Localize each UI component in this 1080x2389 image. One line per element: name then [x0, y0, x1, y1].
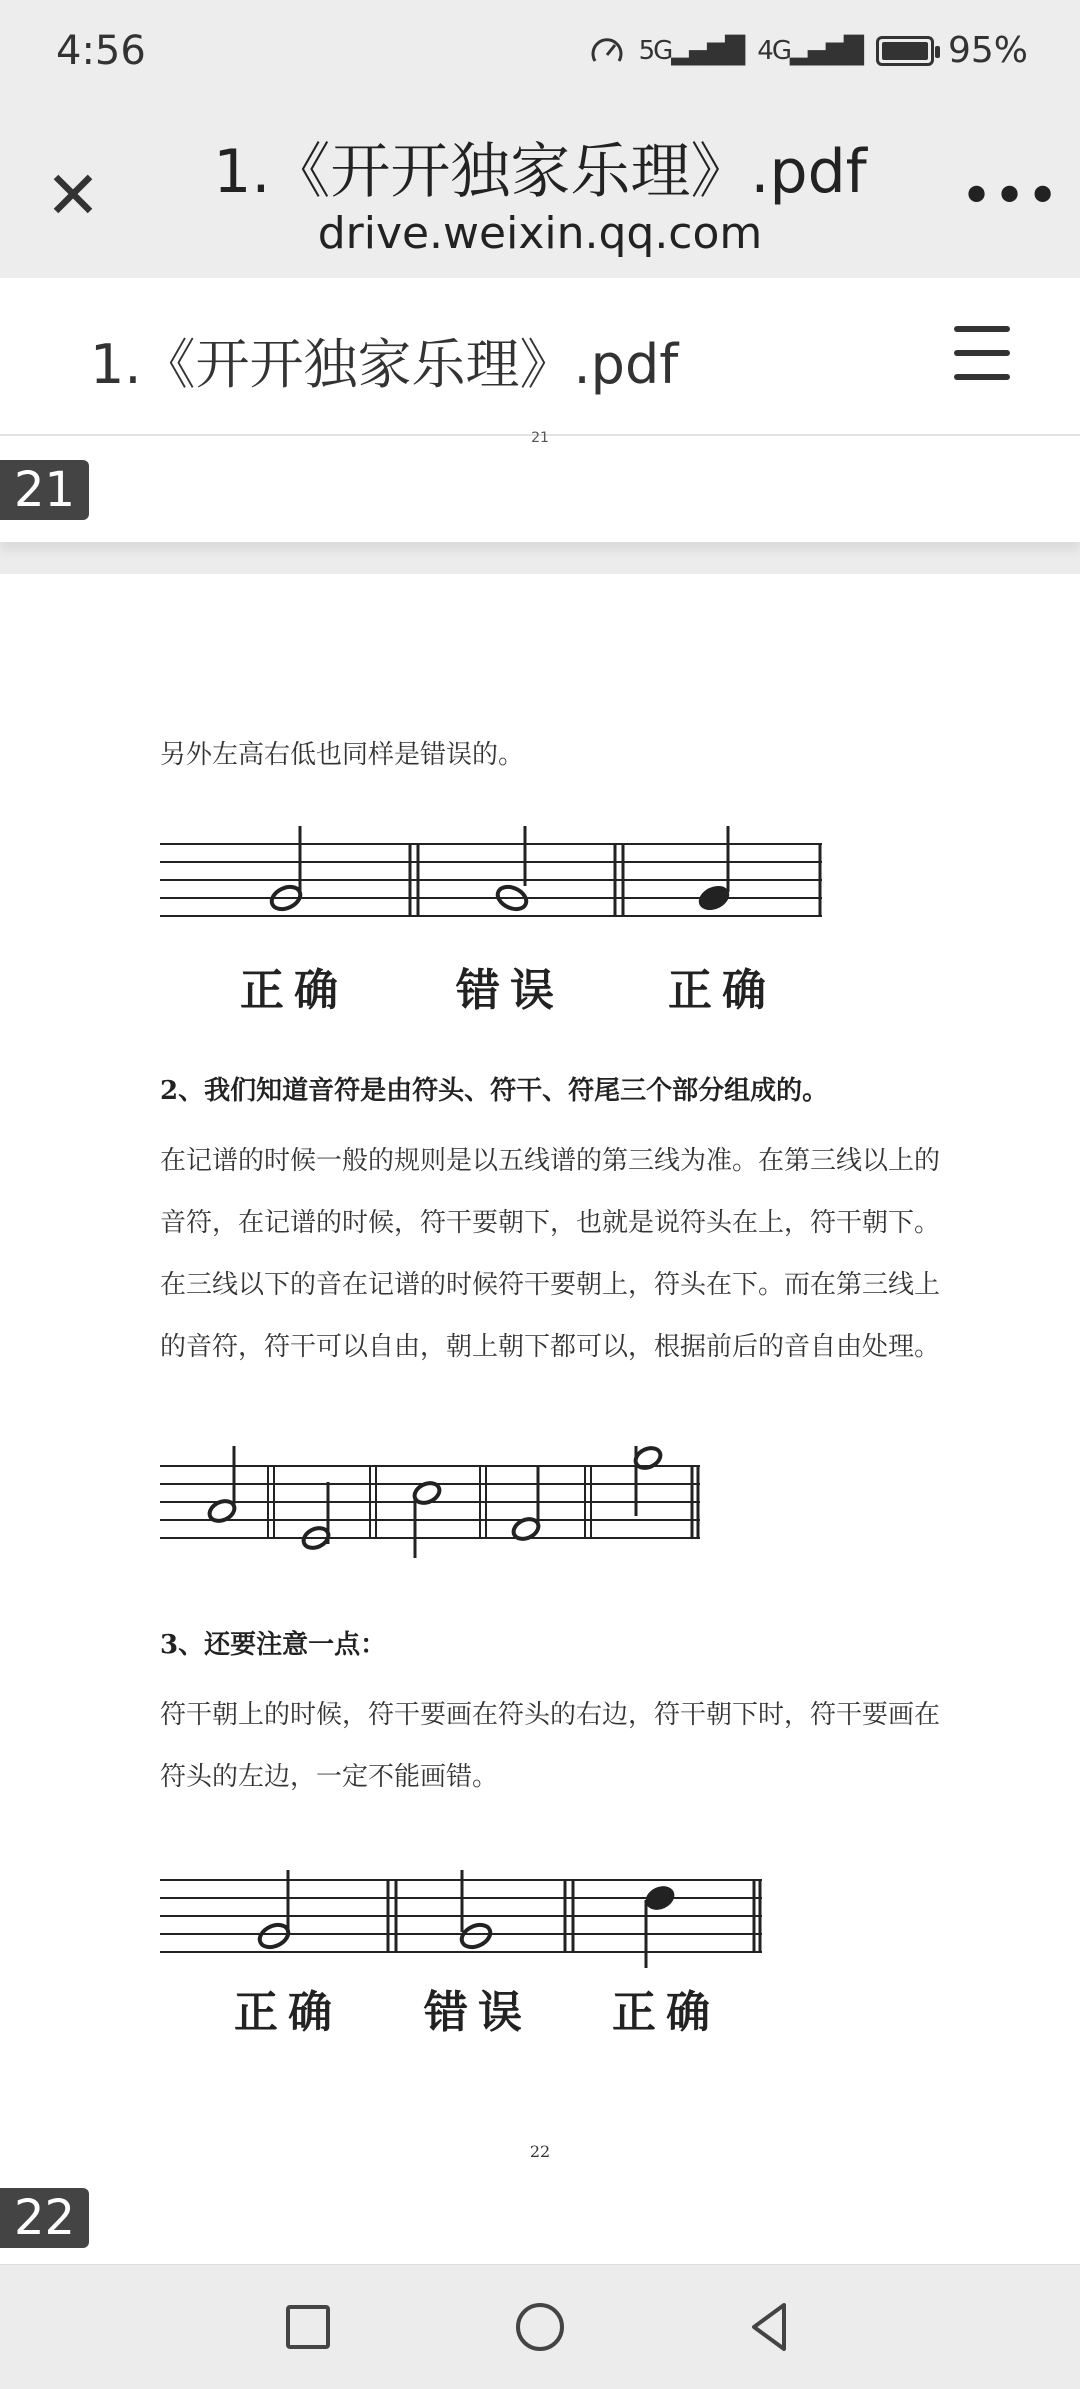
document-toolbar — [0, 278, 1080, 436]
paragraph-3-line: 符头的左边，一定不能画错。 — [160, 1762, 499, 1792]
battery-level: 95% — [947, 30, 1028, 71]
paragraph-3 — [160, 1684, 1000, 1808]
label-wrong-2: 错误 — [424, 1987, 532, 2038]
menu-icon[interactable] — [954, 326, 1010, 380]
paragraph-2 — [160, 1130, 1000, 1378]
music-staff-example-1 — [160, 826, 830, 936]
signal-5g-icon: 5G▂▄▆█ — [638, 35, 744, 66]
signal-4g-icon: 4G▂▄▆█ — [757, 35, 862, 66]
document-title: 1.《开开独家乐理》.pdf — [90, 333, 679, 396]
page-title: 1.《开开独家乐理》.pdf — [213, 137, 867, 207]
speed-icon — [589, 33, 625, 69]
paragraph-2-line: 音符，在记谱的时候，符干要朝下，也就是说符头在上，符干朝下。 — [160, 1208, 941, 1238]
back-triangle-icon[interactable] — [740, 2297, 800, 2357]
music-staff-example-3 — [160, 1870, 770, 1980]
label-correct-1: 正确 — [240, 965, 348, 1016]
previous-page-bottom — [0, 436, 1080, 542]
more-options-icon[interactable]: ••• — [960, 164, 1060, 229]
status-icons — [589, 30, 1028, 71]
page-indicator-22: 22 — [0, 2188, 89, 2248]
close-icon[interactable]: ✕ — [45, 156, 101, 234]
music-staff-example-2 — [160, 1436, 710, 1566]
page-indicator-21: 21 — [0, 460, 89, 520]
page-number: 22 — [529, 2142, 551, 2161]
system-navigation-bar — [0, 2264, 1080, 2389]
label-wrong-1: 错误 — [456, 965, 564, 1016]
home-circle-icon[interactable] — [510, 2297, 570, 2357]
status-bar — [0, 0, 1080, 110]
section-heading-2: 2、我们知道音符是由符头、符干、符尾三个部分组成的。 — [160, 1076, 829, 1106]
label-correct-3: 正确 — [234, 1987, 342, 2038]
recent-apps-square-icon[interactable] — [278, 2297, 338, 2357]
clock: 4:56 — [56, 28, 146, 74]
paragraph-2-line: 在三线以下的音在记谱的时候符干要朝上，符头在下。而在第三线上 — [160, 1270, 941, 1300]
paragraph-2-line: 在记谱的时候一般的规则是以五线谱的第三线为准。在第三线以上的 — [160, 1146, 941, 1176]
section-heading-3: 3、还要注意一点： — [160, 1630, 387, 1660]
intro-text: 另外左高右低也同样是错误的。 — [160, 740, 525, 770]
pdf-page — [0, 574, 1080, 2264]
page-url: drive.weixin.qq.com — [317, 208, 763, 259]
label-correct-4: 正确 — [612, 1987, 720, 2038]
paragraph-3-line: 符干朝上的时候，符干要画在符头的右边，符干朝下时，符干要画在 — [160, 1700, 941, 1730]
label-correct-2: 正确 — [668, 965, 776, 1016]
paragraph-2-line: 的音符，符干可以自由，朝上朝下都可以，根据前后的音自由处理。 — [160, 1332, 941, 1362]
browser-header — [0, 110, 1080, 278]
battery-icon — [876, 36, 934, 66]
previous-page-number: 21 — [531, 430, 549, 446]
